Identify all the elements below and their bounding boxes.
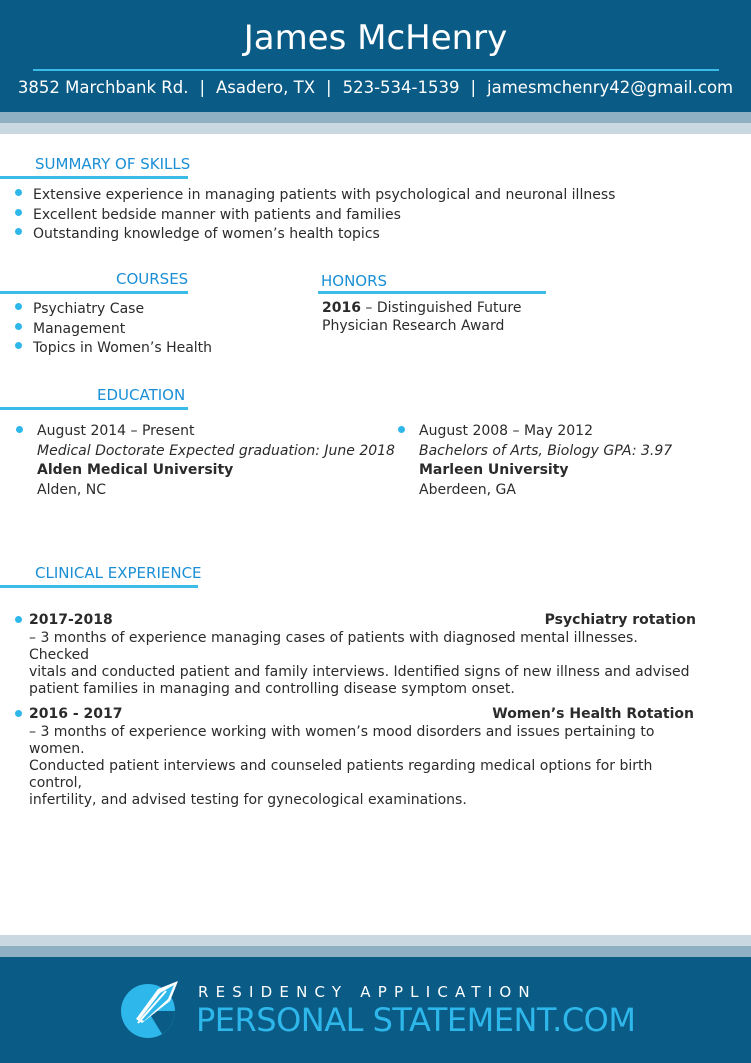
skills-title: SUMMARY OF SKILLS bbox=[35, 155, 191, 173]
list-item bbox=[15, 339, 212, 359]
education-school: Marleen University bbox=[419, 462, 569, 478]
list-item bbox=[15, 300, 212, 320]
experience-rule bbox=[0, 585, 198, 588]
header bbox=[0, 0, 751, 112]
course-text: Topics in Women’s Health bbox=[33, 340, 213, 356]
bullet-icon bbox=[15, 189, 22, 196]
honors-entry bbox=[322, 300, 521, 335]
skill-text: Outstanding knowledge of women’s health topics bbox=[33, 226, 380, 242]
courses-rule bbox=[0, 291, 188, 294]
skill-text: Excellent bedside manner with patients and families bbox=[33, 206, 401, 223]
pen-logo-icon bbox=[118, 975, 190, 1039]
education-dates: August 2014 – Present bbox=[37, 423, 195, 439]
education-rule bbox=[0, 407, 188, 410]
courses-title: COURSES bbox=[116, 270, 189, 288]
footer-tagline: RESIDENCY APPLICATION bbox=[198, 983, 537, 1001]
education-title: EDUCATION bbox=[97, 386, 186, 404]
experience-entry-1 bbox=[29, 612, 696, 698]
list-item bbox=[15, 206, 615, 226]
footer bbox=[0, 957, 751, 1063]
bullet-icon bbox=[15, 209, 22, 216]
experience-years: 2017-2018 bbox=[29, 612, 113, 628]
experience-line: patient families in managing and controlling disease symptom onset. bbox=[29, 681, 515, 697]
course-text: Psychiatry Case bbox=[33, 301, 145, 317]
honors-year: 2016 bbox=[322, 300, 361, 316]
honors-line1: – Distinguished Future bbox=[360, 300, 522, 316]
list-item bbox=[15, 225, 615, 245]
skills-rule bbox=[0, 176, 188, 179]
footer-band-dark bbox=[0, 946, 751, 957]
experience-line: Conducted patient interviews and counseled patients regarding medical options for birth control, bbox=[29, 758, 653, 791]
bullet-icon bbox=[15, 710, 22, 717]
contact-separator: | bbox=[470, 78, 477, 97]
education-dates: August 2008 – May 2012 bbox=[419, 423, 593, 439]
contact-line bbox=[0, 78, 751, 97]
name-divider bbox=[33, 69, 719, 71]
education-location: Aberdeen, GA bbox=[419, 481, 516, 498]
header-band-light bbox=[0, 123, 751, 134]
experience-line: vitals and conducted patient and family interviews. Identified signs of new illness and advised bbox=[29, 664, 690, 680]
header-band-dark bbox=[0, 112, 751, 123]
contact-email: jamesmchenry42@gmail.com bbox=[487, 78, 734, 97]
experience-title: CLINICAL EXPERIENCE bbox=[35, 564, 202, 582]
education-degree: Bachelors of Arts, Biology GPA: 3.97 bbox=[419, 442, 673, 459]
experience-header bbox=[29, 706, 694, 724]
experience-years: 2016 - 2017 bbox=[29, 706, 123, 722]
experience-header bbox=[29, 612, 696, 630]
candidate-name: James McHenry bbox=[243, 18, 508, 58]
skills-list bbox=[15, 186, 615, 245]
contact-city: Asadero, TX bbox=[216, 78, 316, 97]
course-text: Management bbox=[33, 320, 126, 337]
honors-rule bbox=[318, 291, 546, 294]
experience-role: Women’s Health Rotation bbox=[492, 706, 694, 722]
contact-separator: | bbox=[326, 78, 332, 97]
courses-list bbox=[15, 300, 212, 359]
experience-line: – 3 months of experience working with women’s mood disorders and issues pertaining to women. bbox=[29, 724, 655, 757]
bullet-icon bbox=[15, 616, 22, 623]
experience-role: Psychiatry rotation bbox=[544, 612, 696, 628]
contact-phone: 523-534-1539 bbox=[342, 78, 460, 97]
list-item bbox=[15, 186, 615, 206]
footer-brand: PERSONAL STATEMENT.COM bbox=[196, 1001, 636, 1039]
education-school: Alden Medical University bbox=[37, 462, 234, 478]
honors-line2: Physician Research Award bbox=[322, 317, 505, 334]
experience-entry-2 bbox=[29, 706, 694, 809]
education-location: Alden, NC bbox=[37, 481, 106, 498]
skill-text: Extensive experience in managing patients with psychological and neuronal illness bbox=[33, 187, 616, 203]
education-entry-1 bbox=[37, 422, 395, 500]
bullet-icon bbox=[15, 228, 22, 235]
experience-line: – 3 months of experience managing cases of patients with diagnosed mental illnesses. Checked bbox=[29, 630, 638, 663]
education-degree: Medical Doctorate Expected graduation: June 2018 bbox=[37, 442, 395, 459]
bullet-icon bbox=[16, 426, 23, 433]
honors-title: HONORS bbox=[321, 272, 388, 290]
contact-address: 3852 Marchbank Rd. bbox=[17, 78, 189, 97]
contact-separator: | bbox=[199, 78, 205, 97]
bullet-icon bbox=[15, 342, 22, 349]
footer-band-light bbox=[0, 935, 751, 946]
experience-line: infertility, and advised testing for gynecological examinations. bbox=[29, 792, 467, 808]
education-entry-2 bbox=[419, 422, 672, 500]
bullet-icon bbox=[15, 323, 22, 330]
bullet-icon bbox=[15, 303, 22, 310]
bullet-icon bbox=[398, 426, 405, 433]
list-item bbox=[15, 320, 212, 340]
